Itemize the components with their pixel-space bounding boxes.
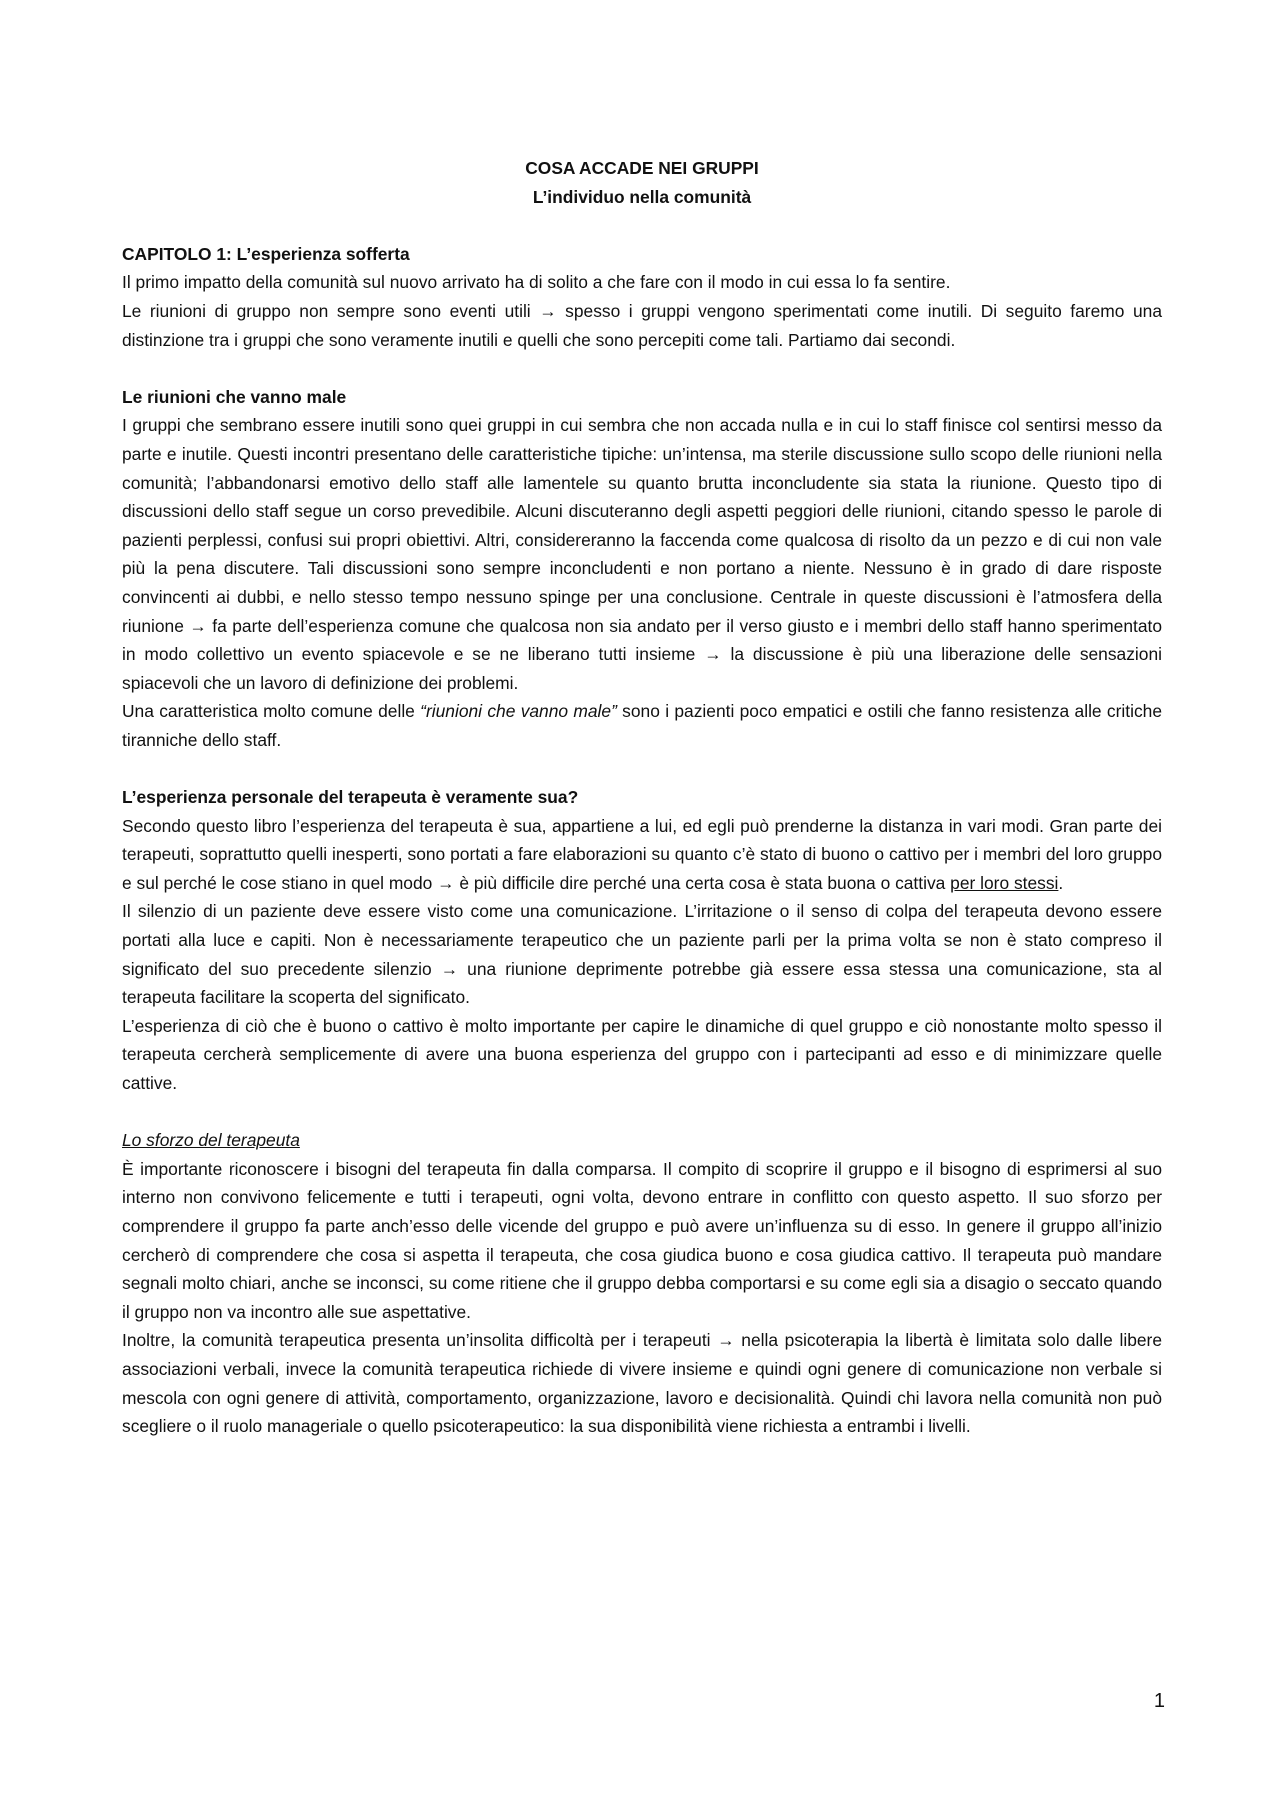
text-run: Secondo questo libro l’esperienza del terapeuta è sua, appartiene a lui, ed egli può prenderne la distanza in vari modi. Gran parte dei terapeuti, soprattutto quelli inesperti, sono portati a fare elaborazioni su quanto c’è stato di buono o cattivo per i membri del loro gruppo e sul perché le cose stiano in quel modo → è più difficile dire perché una certa cosa è stata buona o cattiva: [122, 815, 1162, 893]
text-run: .: [1058, 872, 1064, 893]
document-subtitle: L’individuo nella comunità: [532, 186, 752, 207]
section-heading: L’esperienza personale del terapeuta è veramente sua?: [122, 787, 579, 808]
underlined-text: per loro stessi: [950, 872, 1059, 893]
paragraph: Le riunioni di gruppo non sempre sono eventi utili → spesso i gruppi vengono sperimentati come inutili. Di seguito faremo una distinzione tra i gruppi che sono veramente inutili e quelli che sono percepiti come tali. Partiamo dai secondi.: [122, 300, 1162, 350]
text-run: Una caratteristica molto comune delle: [122, 701, 421, 722]
title-block: [122, 154, 1162, 211]
italic-quote: “riunioni che vanno male”: [420, 701, 617, 722]
paragraph: [122, 697, 1162, 754]
text-run: sono i pazienti poco empatici e ostili che fanno resistenza alle critiche tiranniche dello staff.: [122, 701, 1163, 750]
subsection-heading: Lo sforzo del terapeuta: [122, 1130, 300, 1151]
section-heading: Le riunioni che vanno male: [122, 386, 347, 407]
paragraph: Il primo impatto della comunità sul nuovo arrivato ha di solito a che fare con il modo in cui essa lo fa sentire.: [122, 272, 951, 293]
document-body: [122, 154, 1162, 1441]
paragraph: Il silenzio di un paziente deve essere visto come una comunicazione. L’irritazione o il senso di colpa del terapeuta devono essere portati alla luce e capiti. Non è necessariamente terapeutico che un paziente parli per la prima volta se non è stato compreso il significato del suo precedente silenzio → una riunione deprimente potrebbe già essere essa stessa una comunicazione, sta al terapeuta facilitare la scoperta del significato.: [122, 901, 1162, 1008]
document-title: COSA ACCADE NEI GRUPPI: [525, 158, 759, 178]
paragraph: I gruppi che sembrano essere inutili sono quei gruppi in cui sembra che non accada nulla e in cui lo staff finisce col sentirsi messo da parte e inutile. Questi incontri presentano delle caratteristiche tipiche: un’intensa, ma sterile discussione sullo scopo delle riunioni nella comunità; l’abbandonarsi emotivo dello staff alle lamentele su quanto brutta inconcludente sia stata la riunione. Questo tipo di discussioni dello staff segue un corso prevedibile. Alcuni discuteranno degli aspetti peggiori delle riunioni, citando spesso le parole di pazienti perplessi, confusi sui propri obiettivi. Altri, considereranno la faccenda come qualcosa di risolto da un pezzo e di cui non vale più la pena discutere. Tali discussioni sono sempre inconcludenti e non portano a niente. Nessuno è in grado di dare risposte convincenti ai dubbi, e nello stesso tempo nessuno spinge per una conclusione. Centrale in queste discussioni è l’atmosfera della riunione → fa parte dell’esperienza comune che qualcosa non sia andato per il verso giusto e i membri dello staff hanno sperimentato in modo collettivo un evento spiacevole e se ne liberano tutti insieme → la discussione è più una liberazione delle sensazioni spiacevoli che un lavoro di definizione dei problemi.: [122, 415, 1162, 693]
page-number: 1: [1153, 1690, 1165, 1712]
paragraph: Inoltre, la comunità terapeutica presenta un’insolita difficoltà per i terapeuti → nella psicoterapia la libertà è limitata solo dalle libere associazioni verbali, invece la comunità terapeutica richiede di vivere insieme e quindi ogni genere di comunicazione non verbale si mescola con ogni genere di attività, comportamento, organizzazione, lavoro e decisionalità. Quindi chi lavora nella comunità non può scegliere o il ruolo manageriale o quello psicoterapeutico: la sua disponibilità viene richiesta a entrambi i livelli.: [122, 1330, 1162, 1437]
paragraph: [122, 812, 1162, 898]
chapter-heading: CAPITOLO 1: L’esperienza sofferta: [122, 243, 410, 264]
paragraph: L’esperienza di ciò che è buono o cattivo è molto importante per capire le dinamiche di quel gruppo e ciò nonostante molto spesso il terapeuta cercherà semplicemente di avere una buona esperienza del gruppo con i partecipanti ad esso e di minimizzare quelle cattive.: [122, 1015, 1162, 1093]
paragraph: È importante riconoscere i bisogni del terapeuta fin dalla comparsa. Il compito di scoprire il gruppo e il bisogno di esprimersi al suo interno non convivono felicemente e tutti i terapeuti, ogni volta, devono entrare in conflitto con questo aspetto. Il suo sforzo per comprendere il gruppo fa parte anch’esso delle vicende del gruppo e può avere un’influenza su di esso. In genere il gruppo all’inizio cercherò di comprendere che cosa si aspetta il terapeuta, che cosa giudica buono e cosa giudica cattivo. Il terapeuta può mandare segnali molto chiari, anche se inconsci, su come ritiene che il gruppo debba comportarsi e su come egli sia a disagio o seccato quando il gruppo non va incontro alle sue aspettative.: [122, 1158, 1162, 1322]
